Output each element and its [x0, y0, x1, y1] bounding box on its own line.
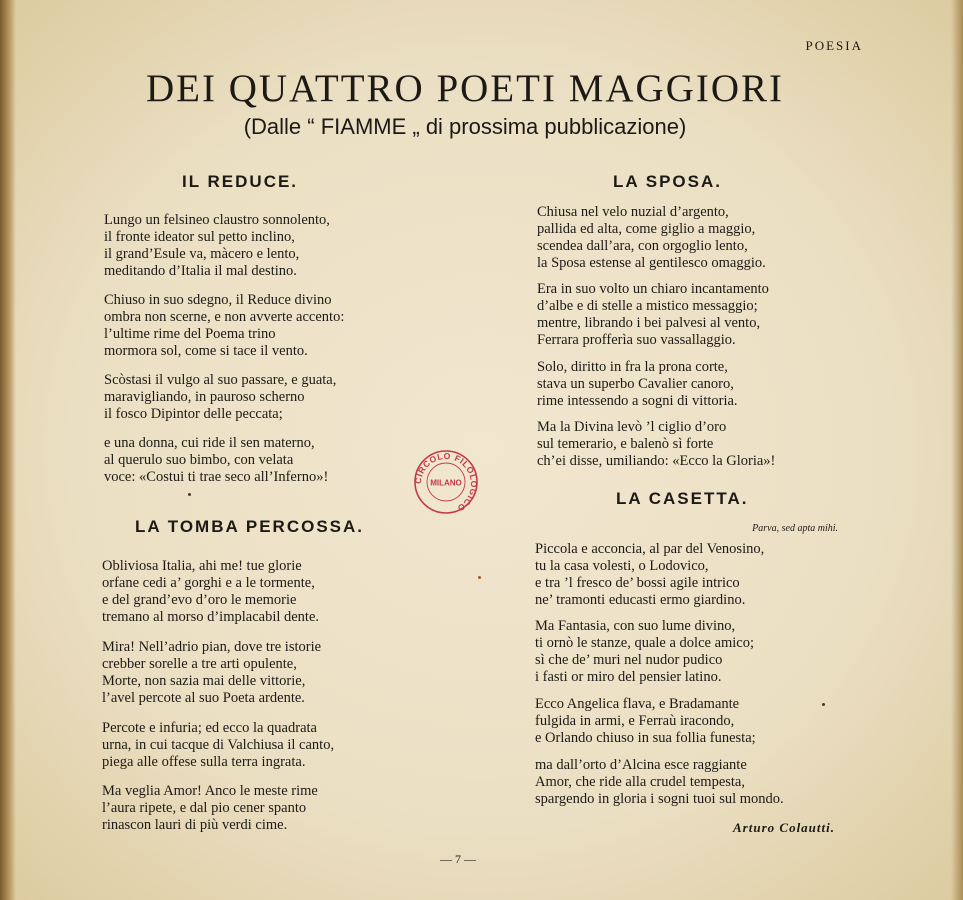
verse-line: voce: «Costui ti trae seco all’Inferno»! — [104, 469, 329, 485]
verse-line: ti ornò le stanze, quale a dolce amico; — [535, 635, 755, 651]
verse-line: l’ultime rime del Poema trino — [104, 326, 276, 342]
ink-speck — [478, 576, 481, 579]
verse-line: Chiuso in suo sdegno, il Reduce divino — [104, 292, 332, 308]
stanza — [104, 372, 336, 423]
poem-title-il-reduce: IL REDUCE. — [182, 172, 299, 191]
verse-line: Solo, diritto in fra la prona corte, — [537, 359, 728, 375]
page-edge-shadow — [951, 0, 963, 900]
verse-line: al querulo suo bimbo, con velata — [104, 452, 294, 468]
ink-speck — [822, 703, 825, 706]
verse-line: ma dall’orto d’Alcina esce raggiante — [535, 757, 747, 773]
verse-line: orfane cedi a’ gorghi e a le tormente, — [102, 575, 315, 591]
verse-line: Percote e infuria; ed ecco la quadrata — [102, 720, 317, 736]
verse-line: Obliviosa Italia, ahi me! tue glorie — [102, 558, 302, 574]
verse-line: crebber sorelle a tre arti opulente, — [102, 656, 297, 672]
verse-line: d’albe e di stelle a mistico messaggio; — [537, 298, 758, 314]
verse-line: spargendo in gloria i sogni tuoi sul mondo. — [535, 791, 784, 807]
verse-line: i fasti or miro del pensier latino. — [535, 669, 722, 685]
verse-line: Amor, che ride alla crudel tempesta, — [535, 774, 745, 790]
verse-line: Ferrara profferìa suo vassallaggio. — [537, 332, 736, 348]
stanza — [102, 720, 334, 771]
verse-line: il fosco Dipintor delle peccata; — [104, 406, 283, 422]
verse-line: Era in suo volto un chiaro incantamento — [537, 281, 769, 297]
verse-line: Ecco Angelica flava, e Bradamante — [535, 696, 740, 712]
page-number: — 7 — — [440, 852, 476, 866]
verse-line: ne’ tramonti educasti ermo giardino. — [535, 592, 746, 608]
stanza — [104, 292, 344, 360]
stanza — [537, 419, 775, 470]
verse-line: Morte, non sazia mai delle vittorie, — [102, 673, 306, 689]
page-title: DEI QUATTRO POETI MAGGIORI — [145, 67, 785, 110]
verse-line: Ma Fantasia, con suo lume divino, — [535, 618, 736, 634]
verse-line: stava un superbo Cavalier canoro, — [537, 376, 734, 392]
verse-line: Mira! Nell’adrio pian, dove tre istorie — [102, 639, 322, 655]
verse-line: il grand’Esule va, màcero e lento, — [104, 246, 300, 262]
verse-line: sul temerario, e balenò sì forte — [537, 436, 714, 452]
verse-line: e tra ’l fresco de’ bossi agile intrico — [535, 575, 740, 591]
stamp-upper-text: CIRCOLO FILOLOGICO — [412, 450, 480, 514]
stanza — [535, 618, 754, 686]
stanza — [102, 639, 321, 707]
verse-line: Lungo un felsineo claustro sonnolento, — [104, 212, 330, 228]
verse-line: scendea dall’ara, con orgoglio lento, — [537, 238, 748, 254]
verse-line: fulgida in armi, e Ferraù iracondo, — [535, 713, 735, 729]
stanza — [537, 359, 738, 410]
author-signature: Arturo Colautti. — [733, 820, 835, 835]
stanza — [104, 435, 328, 486]
verse-line: Chiusa nel velo nuzial d’argento, — [537, 204, 729, 220]
stanza — [102, 783, 318, 834]
verse-line: urna, in cui tacque di Valchiusa il canto, — [102, 737, 335, 753]
verse-line: mormora sol, come si tace il vento. — [104, 343, 308, 359]
stanza — [537, 281, 769, 349]
stanza — [535, 696, 756, 747]
verse-line: Piccola e acconcia, al par del Venosino, — [535, 541, 765, 557]
verse-line: rinascon lauri di più verdi cime. — [102, 817, 288, 833]
verse-line: l’avel percote al suo Poeta ardente. — [102, 690, 305, 706]
verse-line: tu la casa volesti, o Lodovico, — [535, 558, 709, 574]
verse-line: tremano al morso d’implacabil dente. — [102, 609, 320, 625]
stanza — [104, 212, 330, 280]
verse-line: il fronte ideator sul petto inclino, — [104, 229, 295, 245]
poem-title-la-casetta: LA CASETTA. — [616, 489, 749, 508]
section-label: POESIA — [805, 38, 863, 53]
epigraph: Parva, sed apta mihi. — [752, 523, 838, 534]
verse-line: e del grand’evo d’oro le memorie — [102, 592, 297, 608]
verse-line: sì che de’ muri nel nudor pudico — [535, 652, 723, 668]
page-subtitle: (Dalle “ FIAMME „ di prossima pubblicazione) — [243, 114, 687, 139]
verse-line: mentre, librando i bei palvesi al vento, — [537, 315, 761, 331]
verse-line: piega alle offese sulla terra ingrata. — [102, 754, 306, 770]
verse-line: meditando d’Italia il mal destino. — [104, 263, 297, 279]
library-stamp — [412, 448, 480, 516]
verse-line: Scòstasi il vulgo al suo passare, e guata, — [104, 372, 337, 388]
stanza — [537, 204, 766, 272]
stamp-center-text: MILANO — [430, 478, 462, 488]
verse-line: Ma la Divina levò ’l ciglio d’oro — [537, 419, 727, 435]
verse-line: ch’ei disse, umiliando: «Ecco la Gloria»! — [537, 453, 776, 469]
verse-line: rime intessendo a sogni di vittoria. — [537, 393, 738, 409]
verse-line: e Orlando chiuso in sua follia funesta; — [535, 730, 756, 746]
verse-line: e una donna, cui ride il sen materno, — [104, 435, 315, 451]
verse-line: maravigliando, in pauroso scherno — [104, 389, 305, 405]
verse-line: ombra non scerne, e non avverte accento: — [104, 309, 345, 325]
verse-line: Ma veglia Amor! Anco le meste rime — [102, 783, 318, 799]
poem-title-la-sposa: LA SPOSA. — [613, 172, 722, 191]
poem-title-la-tomba-percossa: LA TOMBA PERCOSSA. — [135, 517, 364, 536]
stanza — [102, 558, 319, 626]
verse-line: pallida ed alta, come giglio a maggio, — [537, 221, 756, 237]
verse-line: la Sposa estense al gentilesco omaggio. — [537, 255, 766, 271]
verse-line: l’aura ripete, e dal pio cener spanto — [102, 800, 307, 816]
stanza — [535, 541, 764, 609]
ink-speck — [188, 493, 191, 496]
stanza — [535, 757, 784, 808]
